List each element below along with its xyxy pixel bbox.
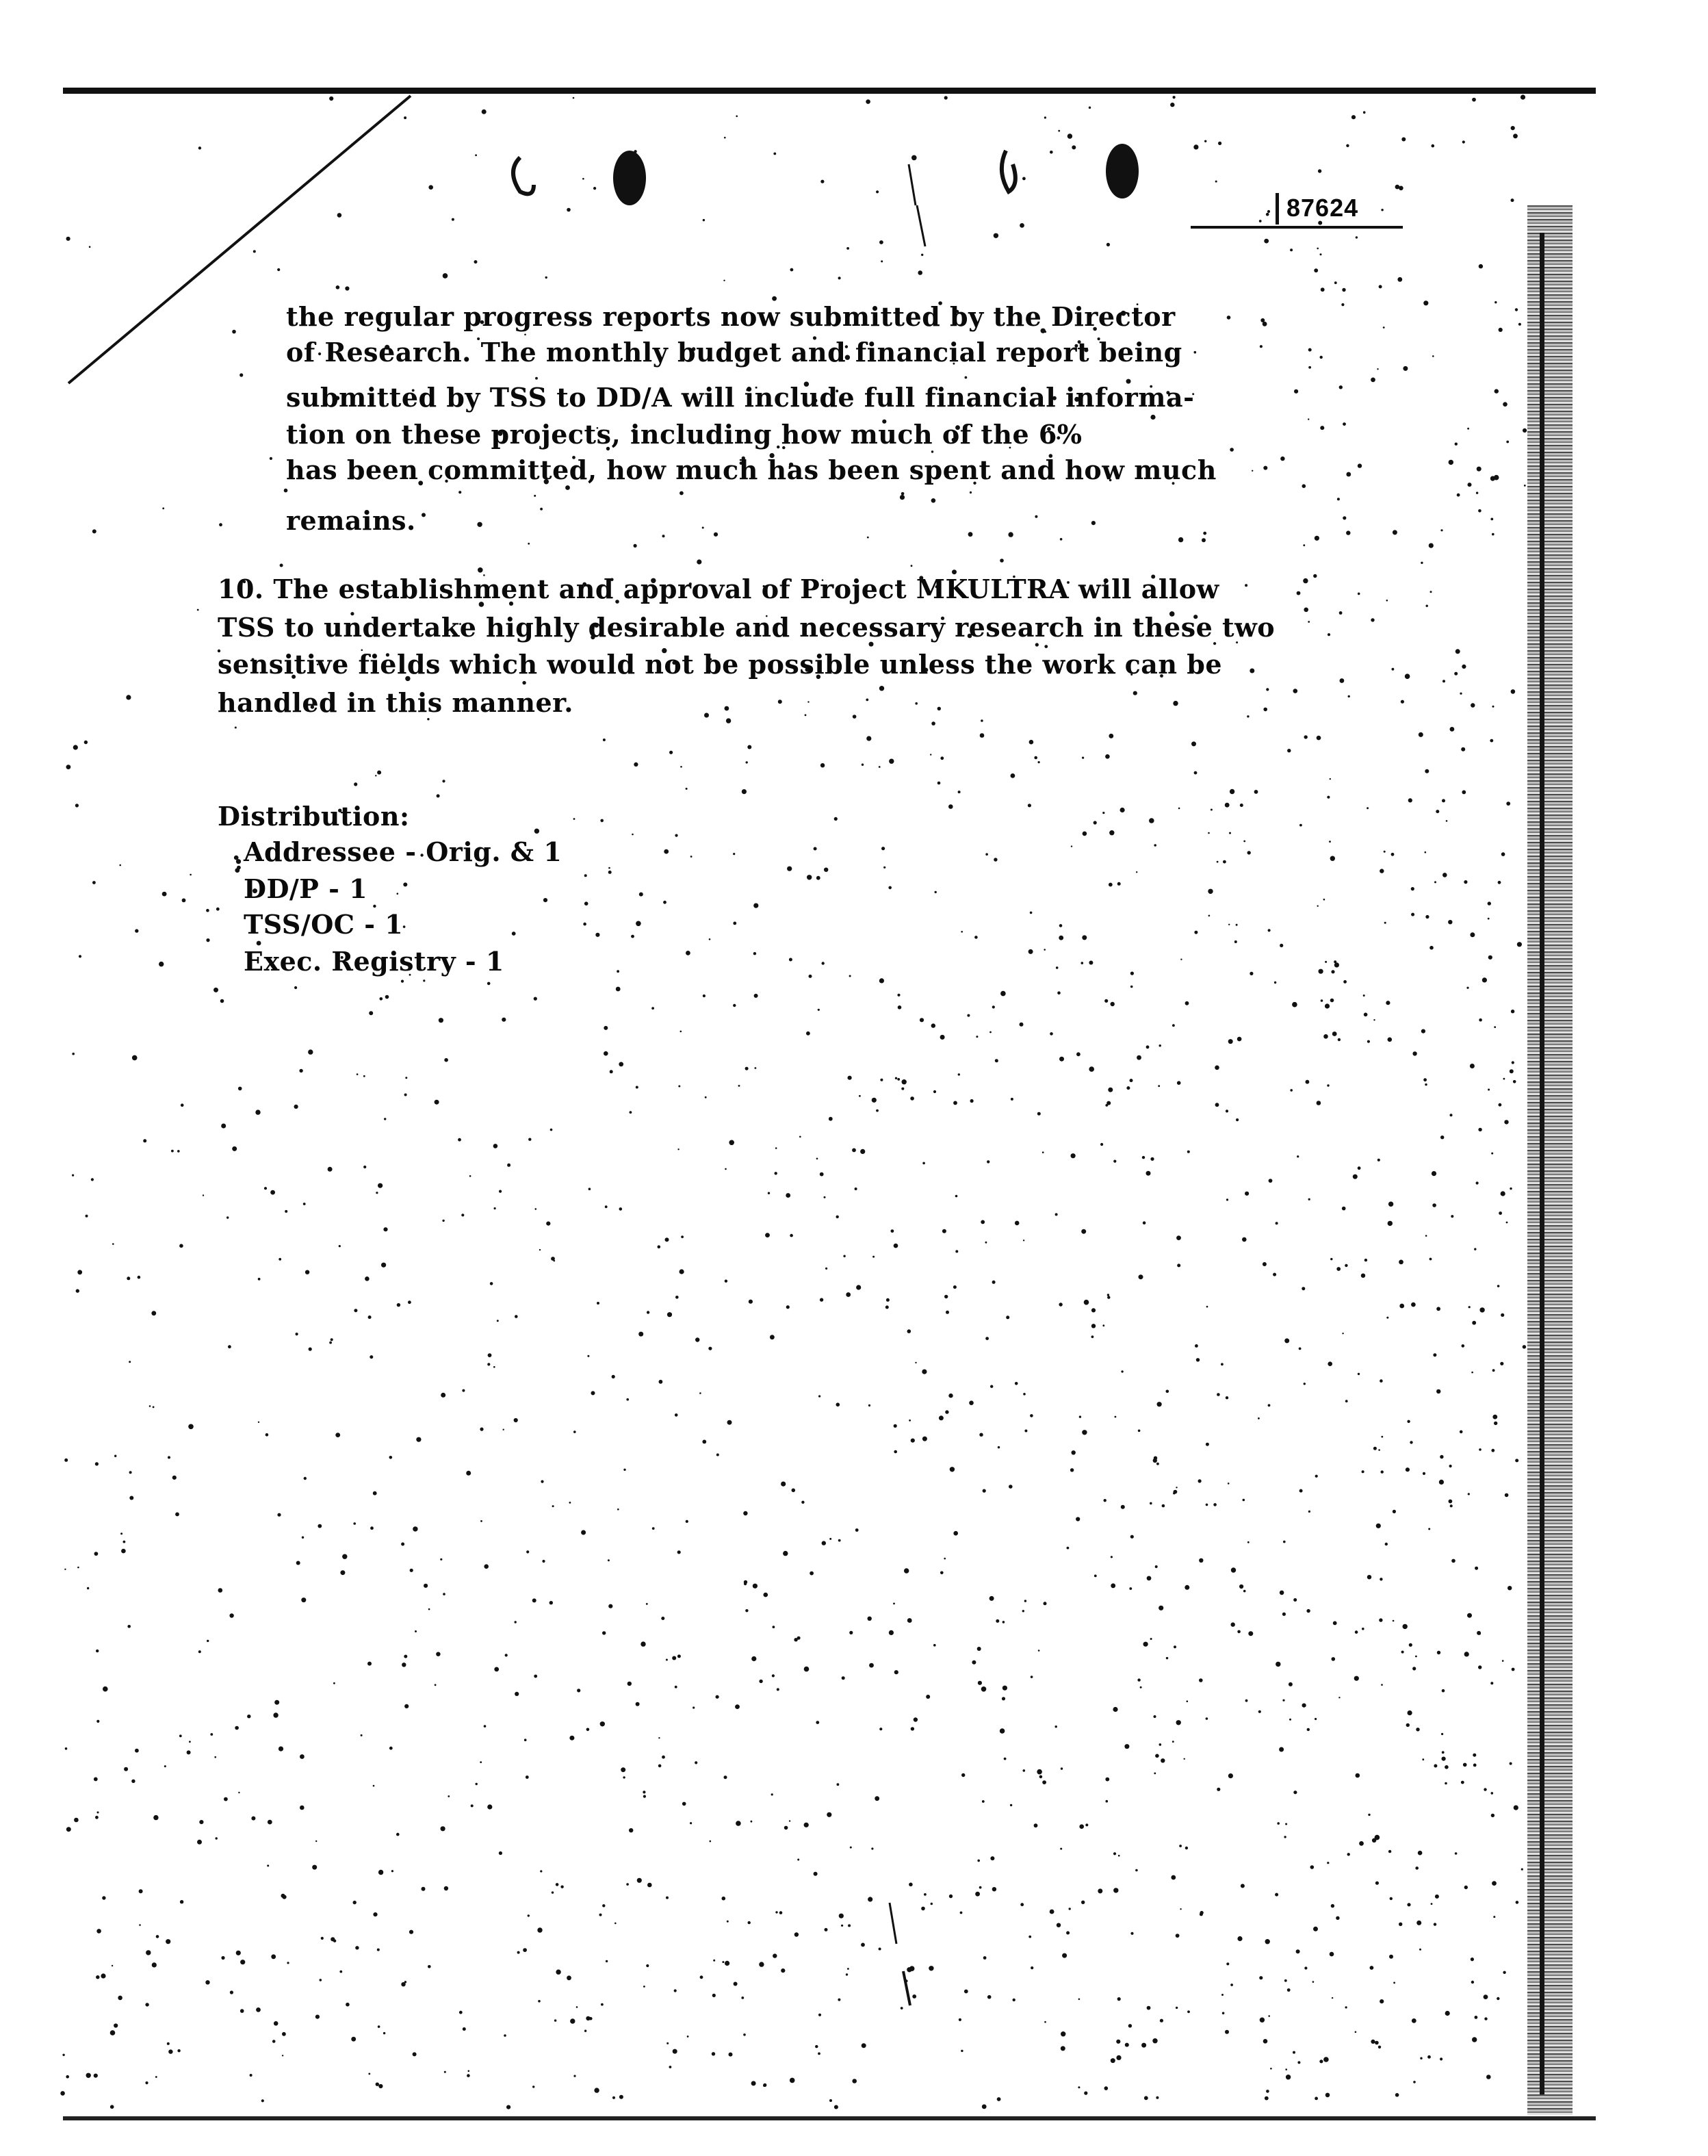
paragraph-line: TSS to undertake highly desirable and necessary research in these two	[218, 612, 1276, 643]
distribution-entry: DD/P - 1	[244, 873, 368, 904]
distribution-entry: Addressee - Orig. & 1	[244, 836, 562, 867]
scan-blot-mark	[513, 157, 534, 194]
ref-number-underline	[1191, 226, 1403, 229]
paragraph-line: has been committed, how much has been spent and how much	[286, 454, 1217, 485]
paragraph-line: sensitive fields which would not be possible unless the work can be	[218, 649, 1223, 680]
binder-hole-mark-left	[613, 151, 646, 205]
ref-number-bar	[1276, 193, 1279, 224]
paragraph-line: of Research. The monthly budget and financial report being	[286, 337, 1182, 368]
paragraph-line: 10. The establishment and approval of Project MKULTRA will allow	[218, 574, 1219, 604]
document-reference-number: 87624	[1286, 194, 1359, 222]
paragraph-line: remains.	[286, 505, 416, 536]
paragraph-line: tion on these projects, including how much of the 6%	[286, 419, 1083, 450]
distribution-heading: Distribution:	[218, 801, 410, 832]
paragraph-line: submitted by TSS to DD/A will include full financial informa-	[286, 382, 1195, 413]
paragraph-line: handled in this manner.	[218, 687, 573, 718]
distribution-entry: Exec. Registry - 1	[244, 946, 504, 977]
binder-hole-mark-right	[1106, 144, 1139, 198]
paragraph-line: the regular progress reports now submitted by the Director	[286, 301, 1176, 332]
scan-blot-mark-2	[1002, 151, 1015, 192]
distribution-entry: TSS/OC - 1	[244, 909, 404, 940]
